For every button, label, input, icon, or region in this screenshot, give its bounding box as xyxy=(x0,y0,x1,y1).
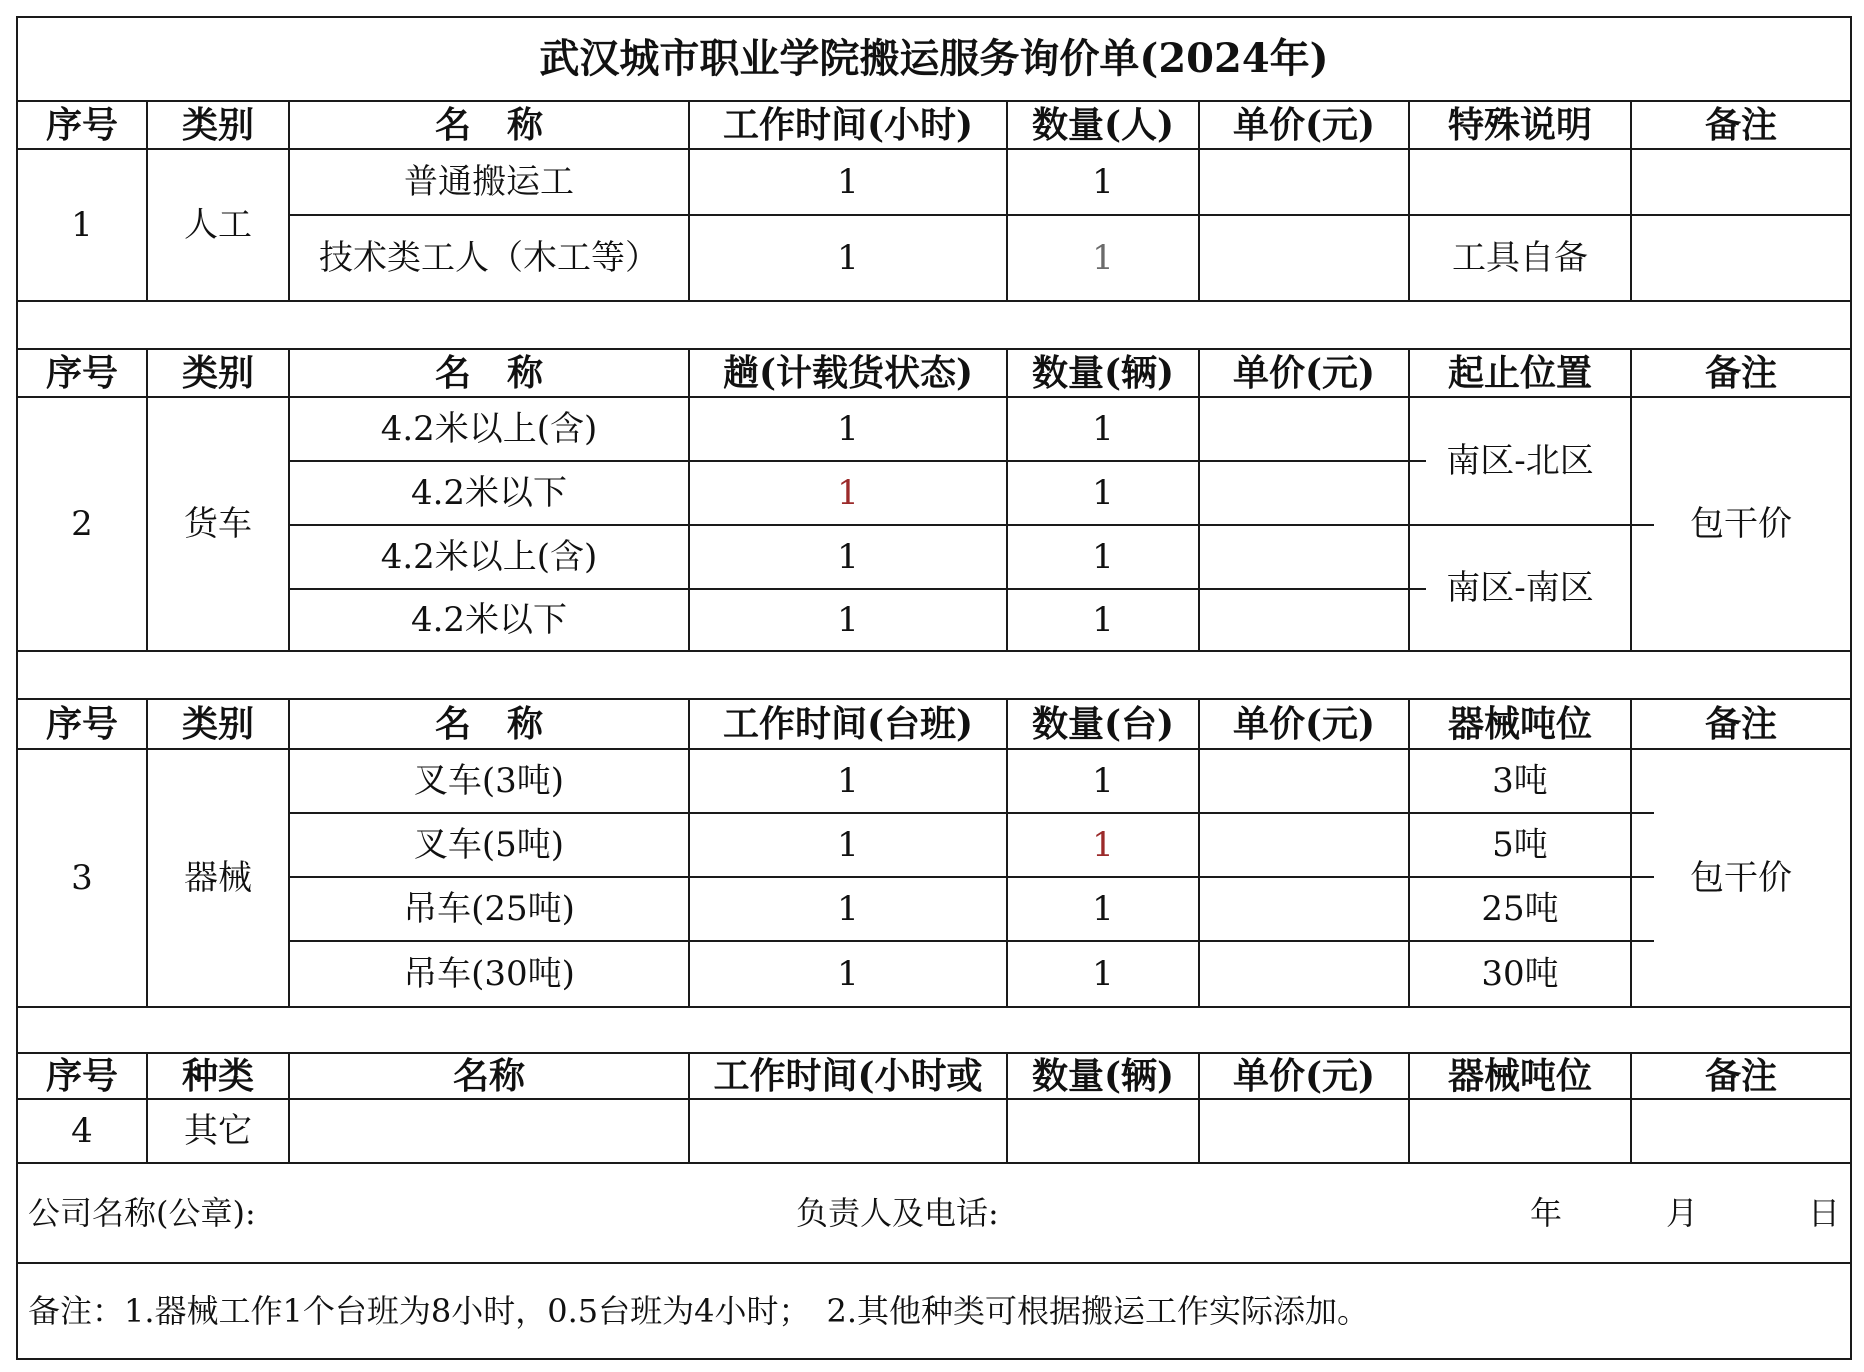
page-title: 武汉城市职业学院搬运服务询价单(2024年) xyxy=(539,35,1329,82)
truck-row-name: 4.2米以下 xyxy=(410,600,568,640)
header-remark: 备注 xyxy=(1704,352,1777,394)
truck-row-price[interactable] xyxy=(1200,590,1408,650)
machine-row-time: 1 xyxy=(837,761,859,801)
machine-row-qty: 1 xyxy=(1092,954,1114,994)
header-category: 类别 xyxy=(181,352,254,394)
header-remark: 备注 xyxy=(1704,1055,1777,1097)
truck-row-qty: 1 xyxy=(1092,600,1114,640)
header-name: 名 称 xyxy=(434,104,543,146)
machine-row-name: 吊车(30吨) xyxy=(403,954,575,994)
date-year-label: 年 xyxy=(1530,1194,1563,1232)
header-seq: 序号 xyxy=(45,1055,118,1097)
truck-row-name: 4.2米以上(含) xyxy=(380,409,598,449)
header-unit-price: 单价(元) xyxy=(1232,703,1376,745)
machine-row-name: 叉车(5吨) xyxy=(413,825,565,865)
footer-note: 备注：1.器械工作1个台班为8小时，0.5台班为4小时； 2.其他种类可根据搬运工作实际添加。 xyxy=(28,1292,1370,1330)
other-remark-cell[interactable] xyxy=(1632,1100,1850,1162)
header-remark: 备注 xyxy=(1704,104,1777,146)
header-work-time: 工作时间(小时或 xyxy=(713,1055,983,1097)
truck-row-trips: 1 xyxy=(837,473,859,513)
company-name-label: 公司名称(公章): xyxy=(28,1194,256,1232)
header-name: 名称 xyxy=(452,1055,525,1097)
header-quantity: 数量(辆) xyxy=(1031,1055,1175,1097)
header-name: 名 称 xyxy=(434,352,543,394)
machine-row-tonnage: 30吨 xyxy=(1481,954,1559,994)
header-trips: 趟(计载货状态) xyxy=(722,352,974,394)
labor-row-remark[interactable] xyxy=(1632,150,1850,214)
truck-row-price[interactable] xyxy=(1200,526,1408,588)
section3-remark: 包干价 xyxy=(1690,858,1792,898)
other-price-cell[interactable] xyxy=(1200,1100,1408,1162)
header-route: 起止位置 xyxy=(1447,352,1592,394)
section4-seq: 4 xyxy=(71,1111,93,1151)
section2-seq: 2 xyxy=(71,504,93,544)
labor-row-qty: 1 xyxy=(1092,238,1114,278)
labor-row-name: 普通搬运工 xyxy=(404,162,574,202)
section4-category: 其它 xyxy=(184,1111,252,1151)
labor-row-special: 工具自备 xyxy=(1452,238,1588,278)
contact-label: 负责人及电话: xyxy=(796,1194,999,1232)
machine-row-price[interactable] xyxy=(1200,814,1408,876)
header-quantity: 数量(辆) xyxy=(1031,352,1175,394)
labor-row-time: 1 xyxy=(837,162,859,202)
machine-row-time: 1 xyxy=(837,889,859,929)
truck-row-qty: 1 xyxy=(1092,473,1114,513)
other-name-cell[interactable] xyxy=(290,1100,688,1162)
route-north: 南区-北区 xyxy=(1446,441,1594,481)
machine-row-qty: 1 xyxy=(1092,761,1114,801)
machine-row-qty: 1 xyxy=(1092,825,1114,865)
labor-row-time: 1 xyxy=(837,238,859,278)
section3-seq: 3 xyxy=(71,858,93,898)
labor-row-qty: 1 xyxy=(1092,162,1114,202)
machine-row-price[interactable] xyxy=(1200,878,1408,940)
labor-row-remark[interactable] xyxy=(1632,216,1850,300)
other-tonnage-cell[interactable] xyxy=(1410,1100,1630,1162)
quote-sheet xyxy=(16,16,1852,1360)
machine-row-price[interactable] xyxy=(1200,942,1408,1006)
machine-row-tonnage: 3吨 xyxy=(1492,761,1548,801)
header-work-time: 工作时间(小时) xyxy=(722,104,974,146)
truck-row-price[interactable] xyxy=(1200,462,1408,524)
header-tonnage: 器械吨位 xyxy=(1447,1055,1592,1097)
header-unit-price: 单价(元) xyxy=(1232,1055,1376,1097)
header-quantity: 数量(人) xyxy=(1031,104,1175,146)
header-unit-price: 单价(元) xyxy=(1232,104,1376,146)
labor-row-price[interactable] xyxy=(1200,216,1408,300)
route-south: 南区-南区 xyxy=(1446,568,1594,608)
header-unit-price: 单价(元) xyxy=(1232,352,1376,394)
header-category: 类别 xyxy=(181,104,254,146)
machine-row-name: 叉车(3吨) xyxy=(413,761,565,801)
header-category: 类别 xyxy=(181,703,254,745)
truck-row-trips: 1 xyxy=(837,600,859,640)
header-work-time: 工作时间(台班) xyxy=(722,703,974,745)
truck-row-qty: 1 xyxy=(1092,537,1114,577)
header-quantity: 数量(台) xyxy=(1031,703,1175,745)
machine-row-name: 吊车(25吨) xyxy=(403,889,575,929)
labor-row-name: 技术类工人（木工等） xyxy=(319,238,659,278)
section2-remark: 包干价 xyxy=(1690,504,1792,544)
machine-row-price[interactable] xyxy=(1200,750,1408,812)
labor-row-special[interactable] xyxy=(1410,150,1630,214)
truck-row-trips: 1 xyxy=(837,409,859,449)
header-tonnage: 器械吨位 xyxy=(1447,703,1592,745)
section1-category: 人工 xyxy=(184,205,252,245)
date-month-label: 月 xyxy=(1666,1194,1699,1232)
header-seq: 序号 xyxy=(45,703,118,745)
truck-row-name: 4.2米以下 xyxy=(410,473,568,513)
truck-row-price[interactable] xyxy=(1200,398,1408,460)
header-seq: 序号 xyxy=(45,104,118,146)
section3-category: 器械 xyxy=(184,858,252,898)
machine-row-qty: 1 xyxy=(1092,889,1114,929)
labor-row-price[interactable] xyxy=(1200,150,1408,214)
machine-row-time: 1 xyxy=(837,954,859,994)
machine-row-tonnage: 25吨 xyxy=(1481,889,1559,929)
header-type: 种类 xyxy=(181,1055,254,1097)
machine-row-tonnage: 5吨 xyxy=(1492,825,1548,865)
section2-category: 货车 xyxy=(184,504,252,544)
header-special-notes: 特殊说明 xyxy=(1447,104,1592,146)
truck-row-qty: 1 xyxy=(1092,409,1114,449)
other-qty-cell[interactable] xyxy=(1008,1100,1198,1162)
other-time-cell[interactable] xyxy=(690,1100,1006,1162)
header-name: 名 称 xyxy=(434,703,543,745)
header-remark: 备注 xyxy=(1704,703,1777,745)
header-seq: 序号 xyxy=(45,352,118,394)
truck-row-trips: 1 xyxy=(837,537,859,577)
truck-row-name: 4.2米以上(含) xyxy=(380,537,598,577)
section1-seq: 1 xyxy=(71,205,93,245)
machine-row-time: 1 xyxy=(837,825,859,865)
date-day-label: 日 xyxy=(1808,1194,1841,1232)
